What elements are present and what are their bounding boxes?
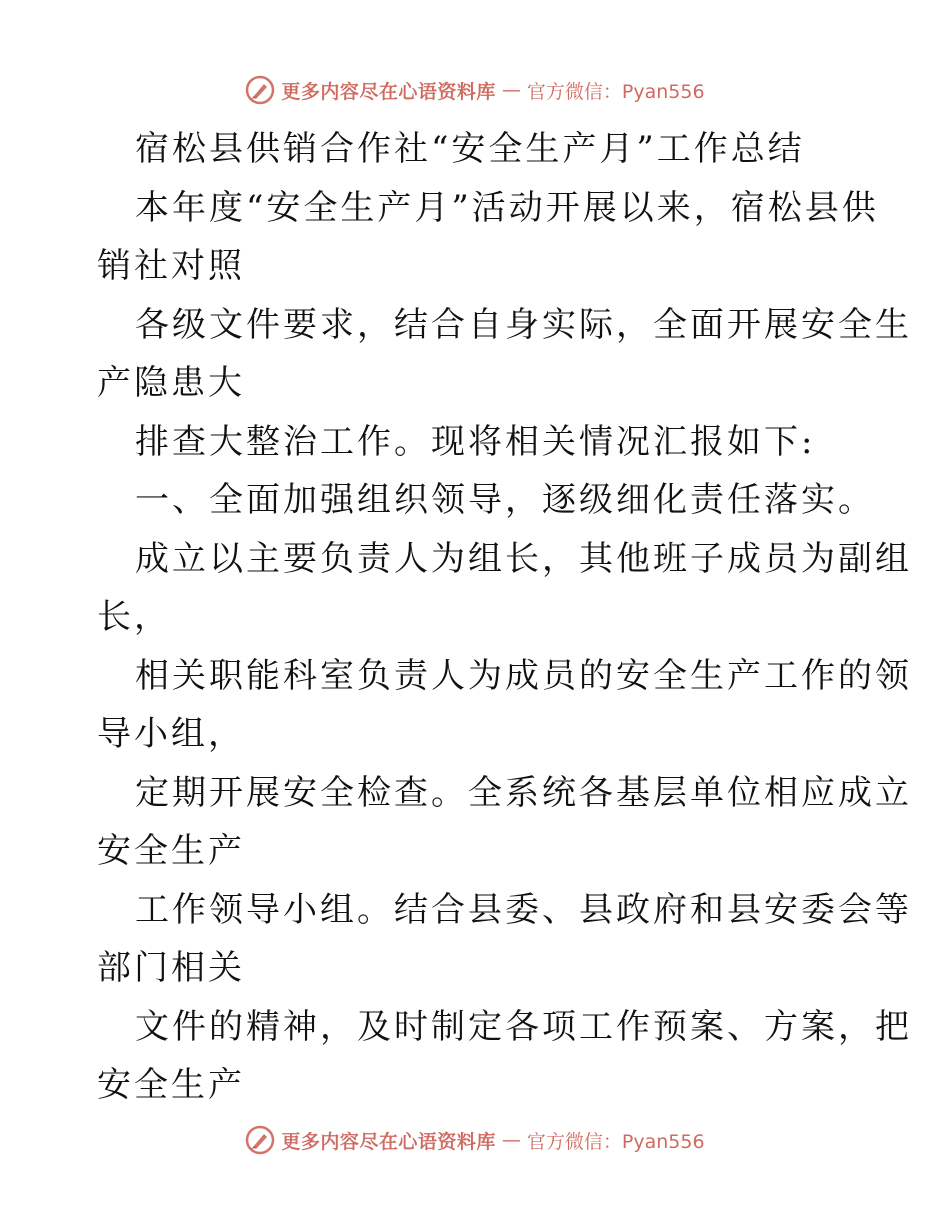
watermark-contact: 官方微信：Pyan556 [526, 80, 705, 103]
paragraph-line: 导小组， [97, 714, 245, 754]
document-title: 宿松县供销合作社“安全生产月”工作总结 [135, 129, 805, 169]
pen-logo-icon [245, 75, 275, 105]
paragraph-line: 安全生产 [97, 1065, 245, 1105]
paragraph-line: 排查大整治工作。现将相关情况汇报如下: [135, 421, 816, 462]
paragraph-line: 定期开展安全检查。全系统各基层单位相应成立 [135, 772, 912, 813]
pen-logo-icon [245, 1125, 275, 1155]
watermark-contact: 官方微信：Pyan556 [526, 1130, 705, 1153]
watermark-top [0, 72, 950, 108]
watermark-main-text: 更多内容尽在心语资料库 [281, 1130, 496, 1153]
paragraph-line: 产隐患大 [97, 363, 245, 403]
watermark-bottom [0, 1122, 950, 1158]
paragraph-line: 成立以主要负责人为组长，其他班子成员为副组 [135, 538, 912, 579]
paragraph-line: 工作领导小组。结合县委、县政府和县安委会等 [135, 889, 912, 930]
paragraph-line: 文件的精神，及时制定各项工作预案、方案，把 [135, 1006, 912, 1047]
paragraph-line: 安全生产 [97, 831, 245, 871]
document-body [97, 120, 912, 1115]
paragraph-line: 各级文件要求，结合自身实际，全面开展安全生 [135, 304, 912, 345]
paragraph-line: 相关职能科室负责人为成员的安全生产工作的领 [135, 655, 912, 696]
watermark-separator: — [501, 1129, 521, 1151]
paragraph-line: 本年度“安全生产月”活动开展以来，宿松县供 [135, 187, 879, 228]
paragraph-line: 长， [97, 597, 171, 637]
watermark-separator: — [501, 79, 521, 101]
watermark-main-text: 更多内容尽在心语资料库 [281, 80, 496, 103]
paragraph-line: 部门相关 [97, 948, 245, 988]
section-heading: 一、全面加强组织领导，逐级细化责任落实。 [135, 480, 875, 520]
paragraph-line: 销社对照 [97, 246, 245, 286]
